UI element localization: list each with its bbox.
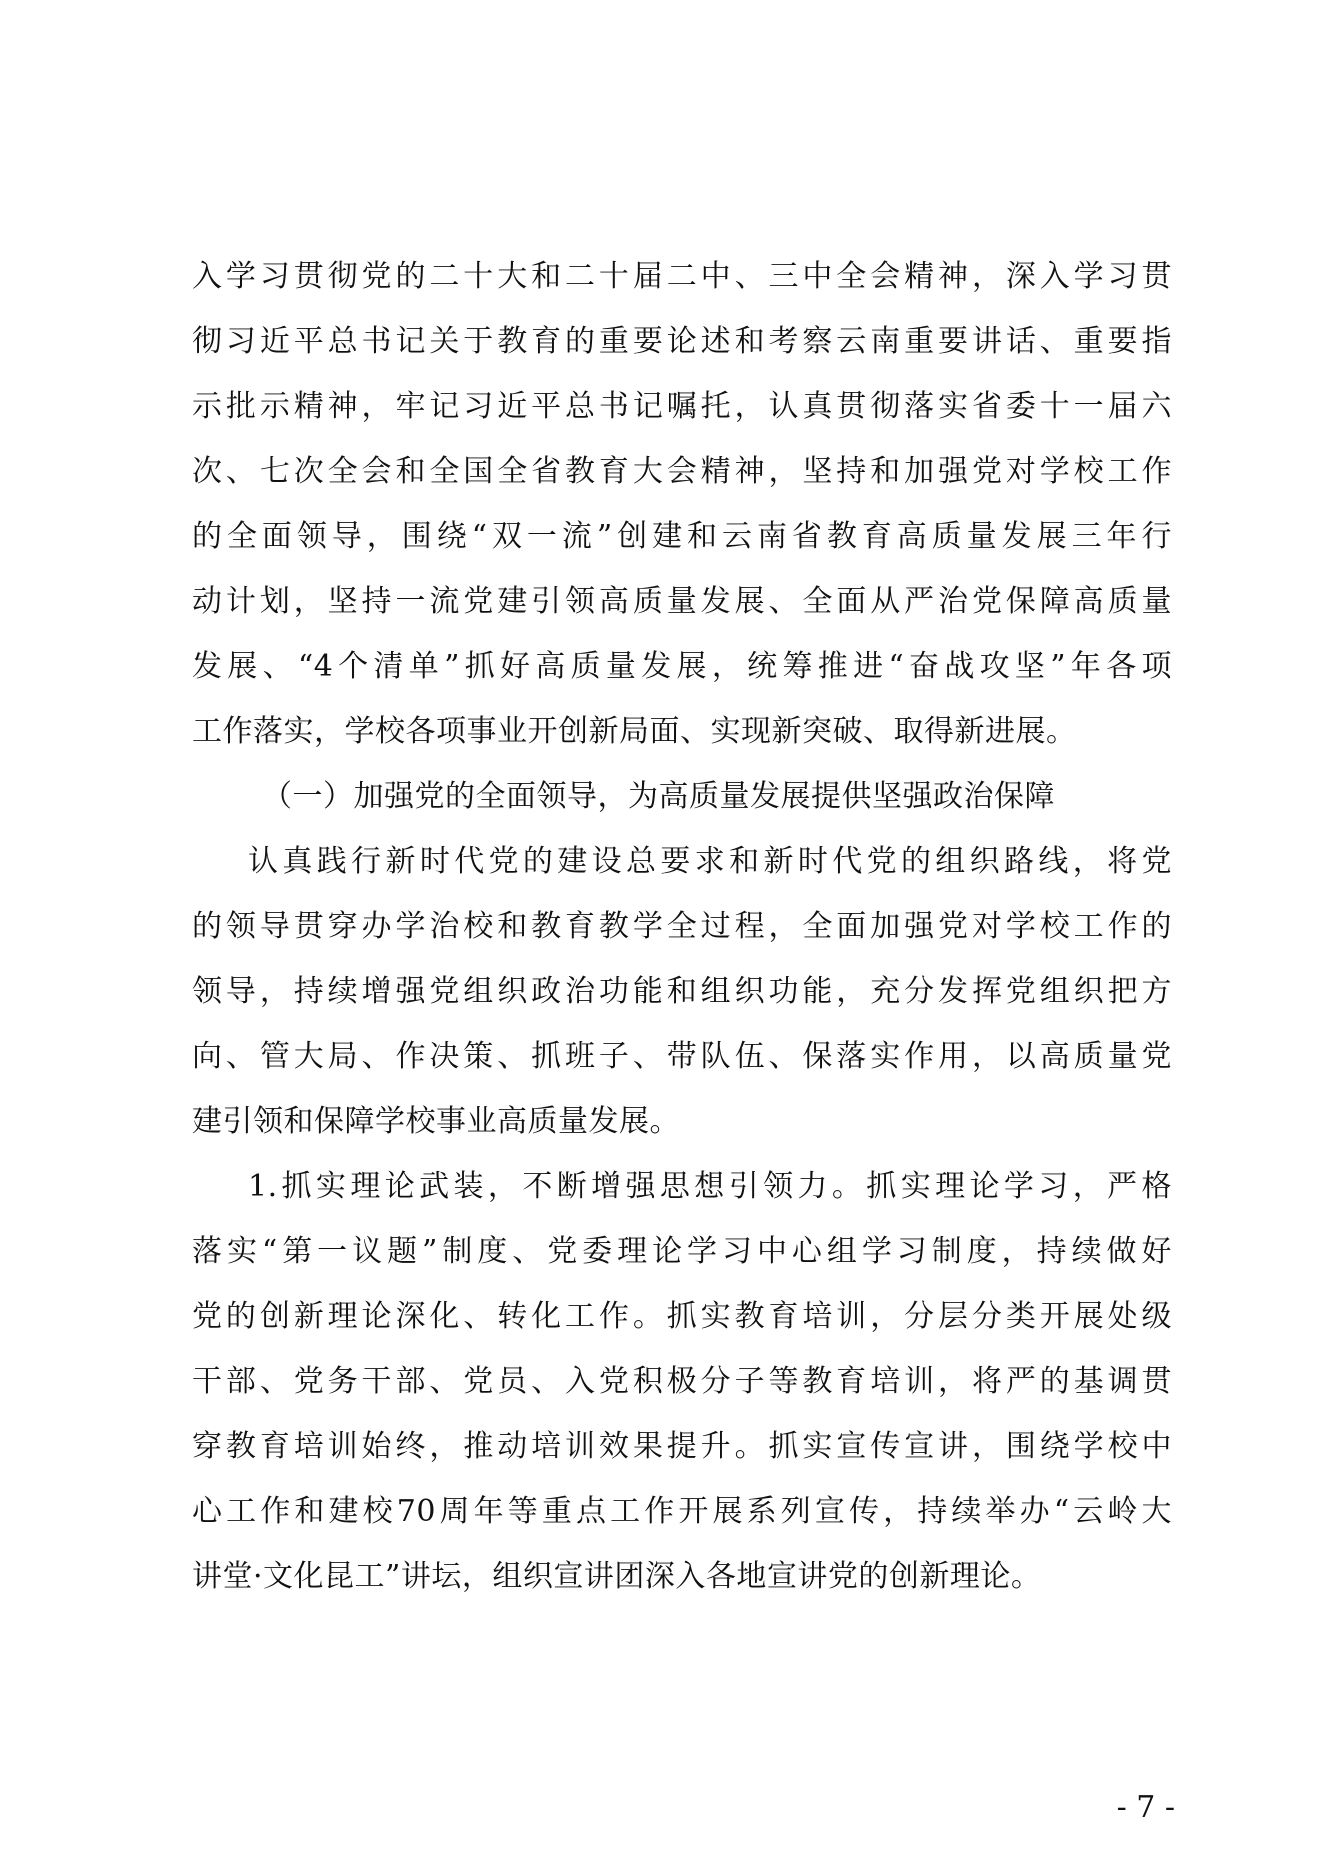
text-line: 彻习近平总书记关于教育的重要论述和考察云南重要讲话、重要指 xyxy=(192,324,1172,359)
text-line: 动计划，坚持一流党建引领高质量发展、全面从严治党保障高质量 xyxy=(192,584,1172,619)
text-line: 次、七次全会和全国全省教育大会精神，坚持和加强党对学校工作 xyxy=(192,454,1172,489)
text-line: 领导，持续增强党组织政治功能和组织功能，充分发挥党组织把方 xyxy=(192,974,1172,1009)
text-line: 落实“第一议题”制度、党委理论学习中心组学习制度，持续做好 xyxy=(192,1234,1172,1269)
text-line: 建引领和保障学校事业高质量发展。 xyxy=(192,1104,680,1139)
section-heading: （一）加强党的全面领导，为高质量发展提供坚强政治保障 xyxy=(262,779,1055,814)
text-line: 示批示精神，牢记习近平总书记嘱托，认真贯彻落实省委十一届六 xyxy=(192,389,1172,424)
text-line: 的领导贯穿办学治校和教育教学全过程，全面加强党对学校工作的 xyxy=(192,909,1172,944)
text-line: 干部、党务干部、党员、入党积极分子等教育培训，将严的基调贯 xyxy=(192,1364,1172,1399)
text-line: 穿教育培训始终，推动培训效果提升。抓实宣传宣讲，围绕学校中 xyxy=(192,1429,1172,1464)
text-line: 心工作和建校70周年等重点工作开展系列宣传，持续举办“云岭大 xyxy=(192,1494,1172,1529)
numbered-item-line: 1.抓实理论武装，不断增强思想引领力。抓实理论学习，严格 xyxy=(248,1169,1172,1204)
text-line: 工作落实，学校各项事业开创新局面、实现新突破、取得新进展。 xyxy=(192,714,1077,749)
text-line: 讲堂·文化昆工”讲坛，组织宣讲团深入各地宣讲党的创新理论。 xyxy=(192,1559,1042,1594)
page-number: - 7 - xyxy=(1116,1790,1175,1825)
document-body xyxy=(192,244,1172,1609)
text-line: 向、管大局、作决策、抓班子、带队伍、保落实作用，以高质量党 xyxy=(192,1039,1172,1074)
text-line: 党的创新理论深化、转化工作。抓实教育培训，分层分类开展处级 xyxy=(192,1299,1172,1334)
text-line: 认真践行新时代党的建设总要求和新时代党的组织路线，将党 xyxy=(248,844,1172,879)
text-line: 发展、“4个清单”抓好高质量发展，统筹推进“奋战攻坚”年各项 xyxy=(192,649,1172,684)
text-line: 入学习贯彻党的二十大和二十届二中、三中全会精神，深入学习贯 xyxy=(192,259,1172,294)
text-line: 的全面领导，围绕“双一流”创建和云南省教育高质量发展三年行 xyxy=(192,519,1172,554)
